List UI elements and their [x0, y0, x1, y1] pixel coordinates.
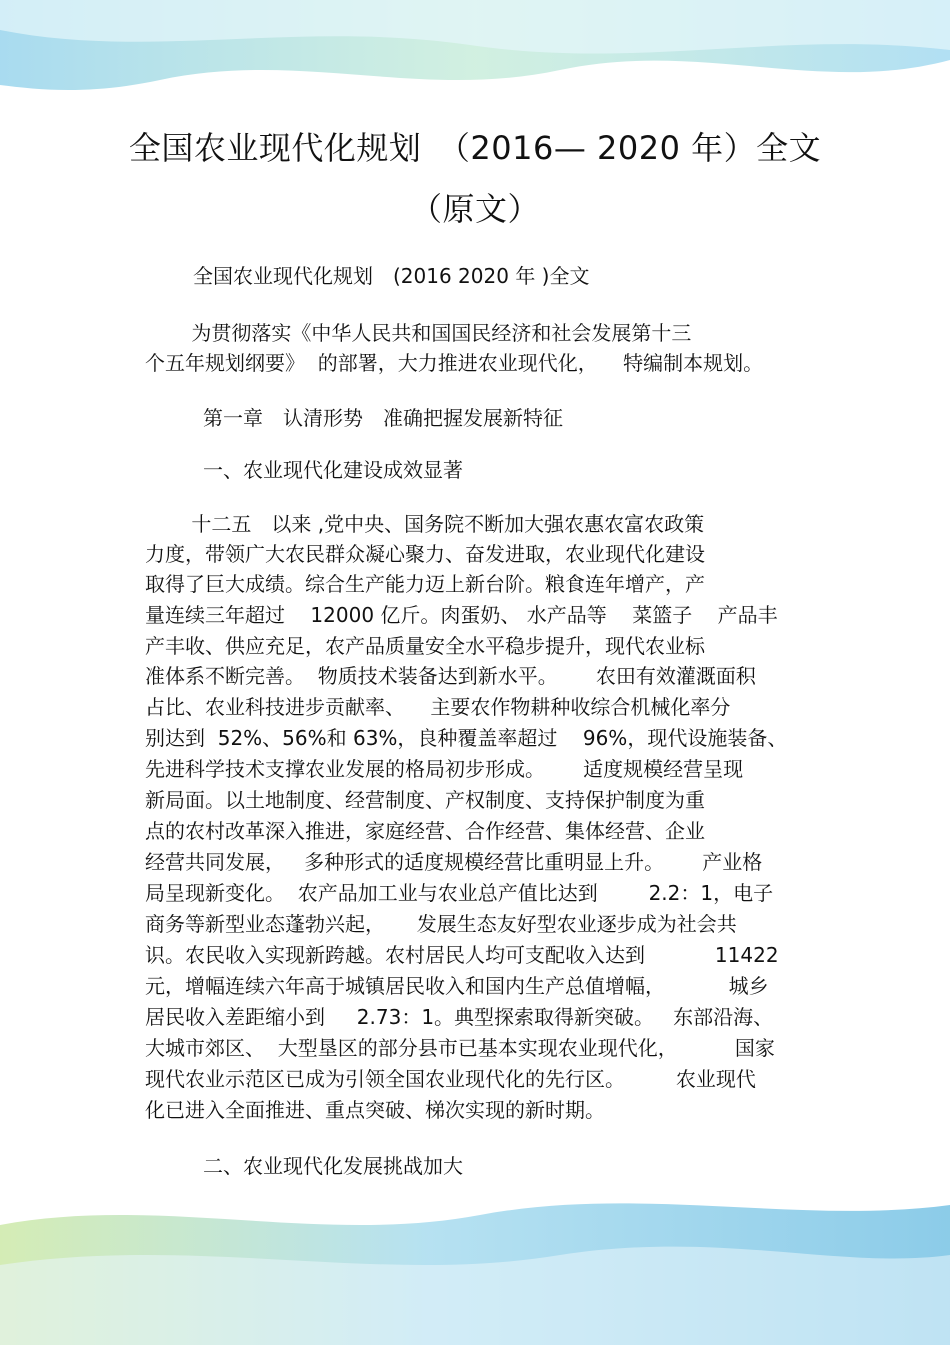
- document-title-line-1: 全国农业现代化规划 （2016— 2020 年）全文: [128, 129, 822, 167]
- paragraph-line: 为贯彻落实《中华人民共和国国民经济和社会发展第十三: [145, 321, 692, 345]
- bottom-decorative-wave: [0, 1185, 950, 1345]
- chapter-heading: 第一章 认清形势 准确把握发展新特征: [203, 406, 563, 430]
- paragraph-line: 大城市郊区、 大型垦区的部分县市已基本实现农业现代化， 国家: [145, 1036, 775, 1060]
- paragraph-line: 产丰收、供应充足，农产品质量安全水平稳步提升，现代农业标: [145, 634, 705, 658]
- paragraph-line: 十二五 以来 ,党中央、国务院不断加大强农惠农富农政策: [145, 512, 705, 536]
- paragraph-line: 占比、农业科技进步贡献率、 主要农作物耕种收综合机械化率分: [145, 695, 731, 719]
- paragraph-line: 局呈现新变化。 农产品加工业与农业总产值比达到 2.2：1，电子: [145, 881, 774, 905]
- paragraph-line: 元，增幅连续六年高于城镇居民收入和国内生产总值增幅， 城乡: [145, 974, 769, 998]
- paragraph-line: 新局面。以土地制度、经营制度、产权制度、支持保护制度为重: [145, 788, 705, 812]
- paragraph-line: 居民收入差距缩小到 2.73：1。典型探索取得新突破。 东部沿海、: [145, 1005, 774, 1029]
- paragraph-line: 经营共同发展， 多种形式的适度规模经营比重明显上升。 产业格: [145, 850, 763, 874]
- paragraph-line: 个五年规划纲要》 的部署，大力推进农业现代化， 特编制本规划。: [145, 351, 764, 375]
- section-heading: 一、农业现代化建设成效显著: [203, 458, 463, 482]
- paragraph-line: 力度，带领广大农民群众凝心聚力、奋发进取，农业现代化建设: [145, 542, 705, 566]
- paragraph-line: 商务等新型业态蓬勃兴起， 发展生态友好型农业逐步成为社会共: [145, 912, 737, 936]
- paragraph-line: 别达到 52%、56%和 63%，良种覆盖率超过 96%，现代设施装备、: [145, 726, 788, 750]
- document-title-line-2: （原文）: [409, 190, 540, 228]
- paragraph-line: 化已进入全面推进、重点突破、梯次实现的新时期。: [145, 1098, 605, 1122]
- paragraph-line: 取得了巨大成绩。综合生产能力迈上新台阶。粮食连年增产，产: [145, 572, 705, 596]
- paragraph-line: 点的农村改革深入推进，家庭经营、合作经营、集体经营、企业: [145, 819, 705, 843]
- document-subtitle: 全国农业现代化规划 (2016 2020 年 )全文: [193, 264, 590, 288]
- paragraph-line: 识。农民收入实现新跨越。农村居民人均可支配收入达到 11422: [145, 943, 779, 967]
- top-decorative-wave: [0, 0, 950, 120]
- section-heading: 二、农业现代化发展挑战加大: [203, 1154, 463, 1178]
- paragraph-line: 量连续三年超过 12000 亿斤。肉蛋奶、 水产品等 菜篮子 产品丰: [145, 603, 778, 627]
- paragraph-line: 现代农业示范区已成为引领全国农业现代化的先行区。 农业现代: [145, 1067, 756, 1091]
- paragraph-line: 先进科学技术支撑农业发展的格局初步形成。 适度规模经营呈现: [145, 757, 744, 781]
- paragraph-line: 准体系不断完善。 物质技术装备达到新水平。 农田有效灌溉面积: [145, 664, 756, 688]
